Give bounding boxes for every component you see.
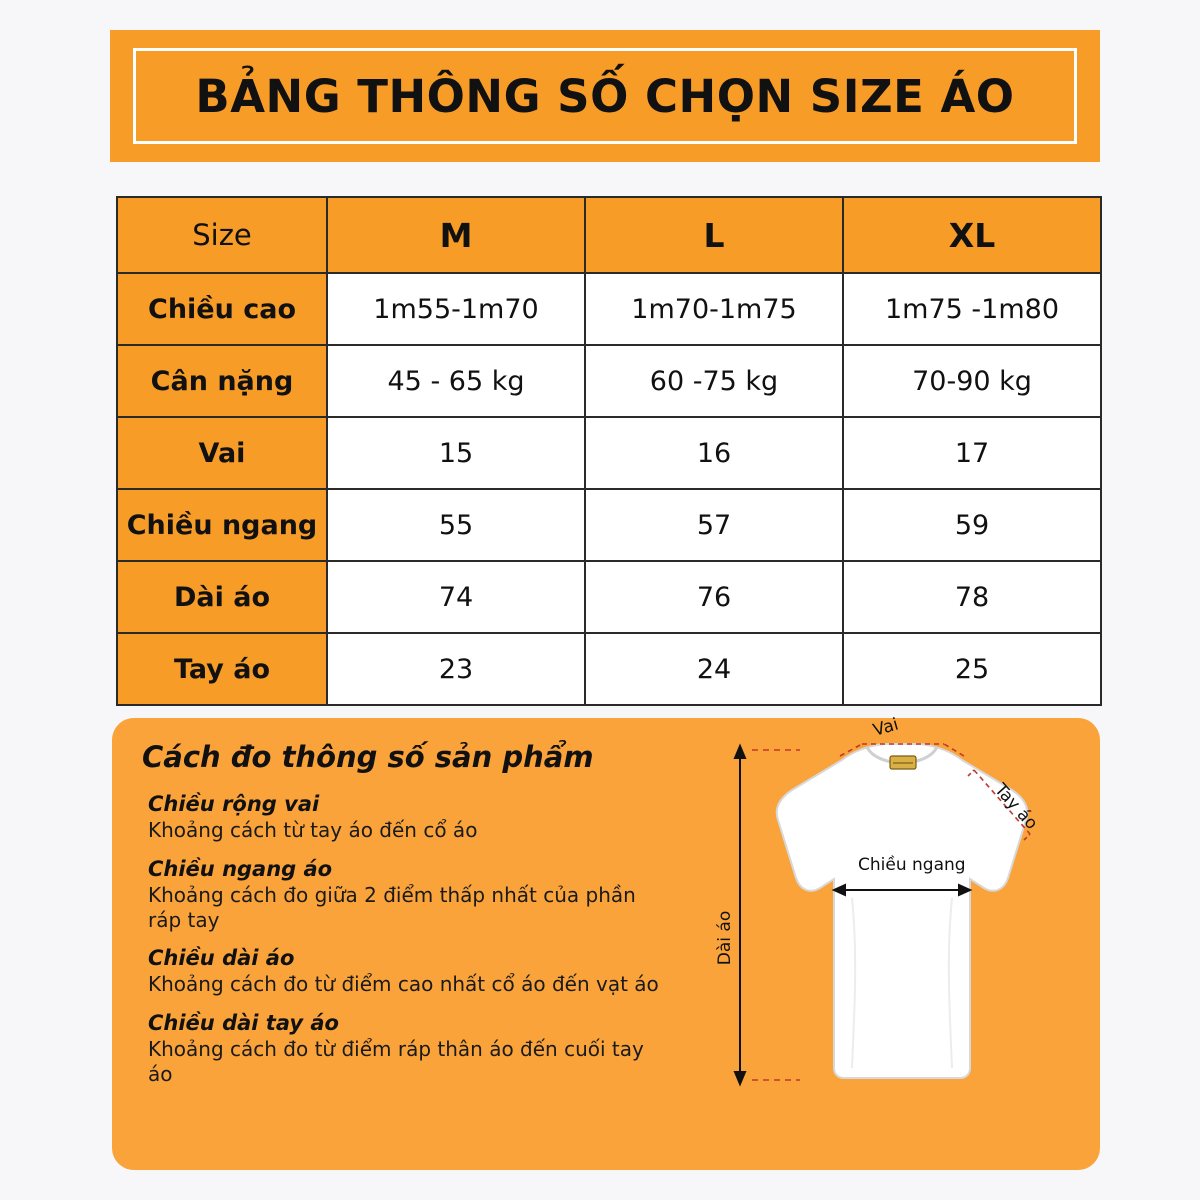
table-row [117, 273, 1101, 345]
table-header-size: Size [117, 197, 327, 273]
row-value: 17 [843, 417, 1101, 489]
size-table-container [116, 196, 1102, 706]
row-value: 23 [327, 633, 585, 705]
label-length: Dài áo [715, 910, 735, 966]
table-row [117, 633, 1101, 705]
guide-item-desc: Khoảng cách từ tay áo đến cổ áo [148, 818, 478, 842]
guide-item-title: Chiều dài áo [148, 946, 295, 971]
row-value: 45 - 65 kg [327, 345, 585, 417]
row-value: 1m55-1m70 [327, 273, 585, 345]
table-header-m: M [327, 197, 585, 273]
label-shoulder: Vai [870, 714, 901, 741]
tshirt-shape [777, 744, 1027, 1078]
guide-item-title: Chiều rộng vai [148, 792, 320, 816]
table-row [117, 417, 1101, 489]
length-measure-arrow [735, 746, 745, 1084]
header-frame [133, 48, 1077, 144]
row-value: 76 [585, 561, 843, 633]
row-value: 78 [843, 561, 1101, 633]
header-banner [110, 30, 1100, 162]
table-header-l: L [585, 197, 843, 273]
row-label: Dài áo [117, 561, 327, 633]
table-row [117, 489, 1101, 561]
row-value: 15 [327, 417, 585, 489]
guide-title: Cách đo thông số sản phẩm [142, 740, 594, 774]
table-row [117, 561, 1101, 633]
row-value: 25 [843, 633, 1101, 705]
list-item [148, 857, 668, 933]
guide-item-desc: Khoảng cách đo từ điểm ráp thân áo đến cuối tay áo [148, 1037, 644, 1086]
row-value: 74 [327, 561, 585, 633]
list-item [148, 1011, 668, 1087]
row-value: 16 [585, 417, 843, 489]
tshirt-illustration [712, 714, 1092, 1158]
row-label: Chiều ngang [117, 489, 327, 561]
size-table [116, 196, 1102, 706]
row-value: 24 [585, 633, 843, 705]
row-label: Cân nặng [117, 345, 327, 417]
table-header-row [117, 197, 1101, 273]
row-label: Tay áo [117, 633, 327, 705]
list-item [148, 946, 668, 997]
list-item [148, 792, 668, 843]
row-value: 1m70-1m75 [585, 273, 843, 345]
row-value: 60 -75 kg [585, 345, 843, 417]
label-width: Chiều ngang [858, 855, 966, 875]
guide-item-desc: Khoảng cách đo giữa 2 điểm thấp nhất của phần ráp tay [148, 882, 636, 932]
guide-item-desc: Khoảng cách đo từ điểm cao nhất cổ áo đến vạt áo [148, 972, 659, 997]
row-value: 57 [585, 489, 843, 561]
row-value: 1m75 -1m80 [843, 273, 1101, 345]
page-title: BẢNG THÔNG SỐ CHỌN SIZE ÁO [195, 69, 1015, 123]
row-value: 55 [327, 489, 585, 561]
row-label: Chiều cao [117, 273, 327, 345]
label-sleeve: Tay áo [990, 779, 1042, 834]
row-value: 59 [843, 489, 1101, 561]
guide-list [148, 792, 668, 1101]
guide-item-title: Chiều dài tay áo [148, 1011, 339, 1036]
row-value: 70-90 kg [843, 345, 1101, 417]
guide-item-title: Chiều ngang áo [148, 856, 333, 881]
table-row [117, 345, 1101, 417]
tshirt-diagram-svg [712, 714, 1092, 1158]
table-header-xl: XL [843, 197, 1101, 273]
row-label: Vai [117, 417, 327, 489]
measurement-guide-panel [112, 714, 1100, 1170]
